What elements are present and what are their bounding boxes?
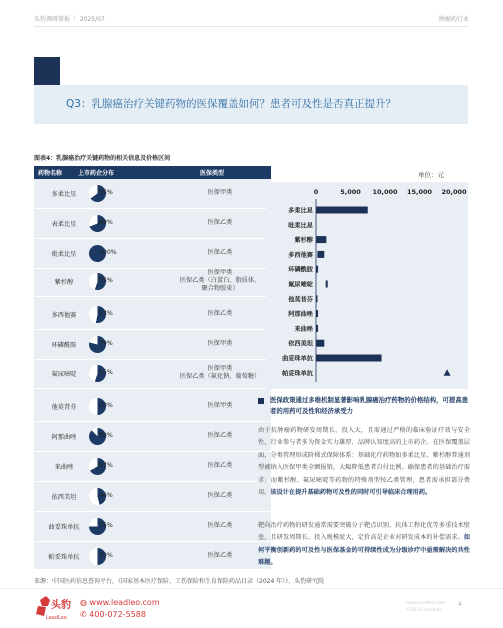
coverage-line: 医保乙类（氟化钠、葡萄糖） [179,373,261,380]
category-label: 多西他赛 [288,251,313,259]
coverage-type [170,462,270,470]
paragraph-one-text: 由于抗肿瘤药物研发周期长、投入大，且需通过严格的临床验证疗效与安全性，行业参与者多为资金实力雄厚、品牌认知度高的上市药企。在医保覆盖层面，分类管理形成阶梯式保障体系：基础化疗药物如多柔比星、紫杉醇普通剂型被纳入医保甲类全额报销，大幅降低患者自付比例。确保患者的基础治疗需求；而紫杉醇、氟尿嘧啶等药物的特殊剂型按乙类管理，患者需承担部分费用。 [258,427,470,497]
drug-name: 表柔比星 [51,221,77,228]
table-row [34,541,271,571]
paragraph-two [258,520,470,570]
drug-name: 环磷酰胺 [51,342,77,349]
price-range-bar [316,340,324,347]
drug-table [34,179,271,569]
coverage-type [170,552,270,560]
coverage-type [170,269,270,293]
category-label: 阿那曲唑 [288,311,313,319]
header-left: 头豹调研简报 ｜ 2025/07 [34,16,105,23]
footer-divider [0,588,503,589]
row-divider [34,296,271,297]
distribution-percent: 53% [99,310,113,317]
drug-name: 多西他赛 [51,312,77,319]
distribution-percent: 75% [99,522,113,529]
coverage-line: 医保乙类 [207,522,233,529]
coverage-line: 医保乙类 [207,249,233,256]
header-right: 肿瘤药行业 [438,16,469,23]
coverage-line: 医保甲类 [207,365,233,372]
footer-phone: 400-072-5588 [89,610,146,619]
price-range-bar [316,266,318,273]
footer-contact [80,597,160,621]
coverage-type [170,219,270,227]
header-divider [34,26,469,27]
price-range-bar [316,207,368,214]
drug-name: 氟尿嘧啶 [51,371,77,378]
x-tick-label: 10,000 [372,188,398,196]
drug-name: 依西美坦 [51,494,77,501]
price-range-chart [266,182,468,389]
question-title: Q3：乳腺癌治疗关键药物的医保覆盖如何？患者可及性是否真正提升？ [66,98,396,110]
footer-website[interactable]: www.leadleo.com [89,598,160,607]
footer-right-web: www.leadleo.com [406,601,446,606]
price-range-bar [316,310,318,317]
x-tick-label: 0 [313,188,319,196]
table-header-distribution: 上市药企分布 [78,170,115,177]
distribution-percent: 100% [99,249,117,256]
page-number: 4 [458,601,462,608]
coverage-line: 医保乙类 [207,432,233,439]
coverage-type [170,189,270,197]
category-label: 帕妥珠单抗 [282,370,313,378]
coverage-type [170,340,270,348]
table-row [34,208,271,238]
paragraph-two-text: 靶向治疗药物的研发通常需要突破分子靶点识别、抗体工程化优等多重技术壁垒，且研发周期长、投入规模庞大，定价高是企业对研发成本的补偿需求。 [258,522,470,542]
question-accent-block [34,57,60,85]
price-range-chart-svg [266,182,468,389]
distribution-percent: 50% [99,402,113,409]
drug-name: 多柔比星 [51,191,77,198]
distribution-percent: 50% [99,552,113,559]
drug-name: 吡柔比星 [51,251,77,258]
coverage-type [170,365,270,381]
drug-name: 曲妥珠单抗 [48,524,80,531]
globe-icon: ◍ [80,598,87,607]
table-row [34,238,271,268]
table-header-coverage: 医保类型 [200,170,225,177]
coverage-line: 医保甲类 [207,269,233,276]
distribution-percent: 46% [99,492,113,499]
logo-subtext: LeadLeo [46,615,67,621]
coverage-type [170,492,270,500]
paragraph-two-emphasis: 如何平衡创新药的可及性与医保基金的可持续性成为分级诊疗中亟需解决的共性难题。 [258,534,470,567]
price-range-bar [326,281,328,288]
coverage-line: 医保乙类 [207,462,233,469]
table-header-drug: 药物名称 [38,170,63,177]
category-label: 环磷酰胺 [288,266,313,274]
x-tick-label: 20,000 [441,188,467,196]
table-row [34,511,271,541]
drug-name: 他莫昔芬 [51,404,77,411]
price-range-bar [316,355,382,362]
figure-title: 图表4：乳腺癌治疗关键药物的相关信息及价格区间 [34,155,171,162]
coverage-line: 聚合物胶束） [201,285,239,292]
distribution-percent: 88% [99,432,113,439]
drug-name: 帕妥珠单抗 [48,554,80,561]
price-range-bar [316,236,326,243]
leadleo-logo [34,594,74,626]
coverage-type [170,402,270,410]
distribution-percent: 65% [99,189,113,196]
x-tick-label: 15,000 [406,188,433,196]
distribution-percent: 55% [99,277,113,284]
table-row [34,421,271,451]
distribution-percent: 69% [99,219,113,226]
coverage-line: 医保乙类 [207,552,233,559]
coverage-line: 医保甲类 [207,402,233,409]
table-row [34,481,271,511]
category-label: 来曲唑 [294,325,313,333]
drug-name: 阿那曲唑 [51,434,77,441]
coverage-type [170,522,270,530]
footer-right [406,600,445,614]
paragraph-one [258,425,470,499]
table-row [34,266,271,296]
category-label: 多柔比星 [288,207,313,215]
drug-name: 紫杉醇 [54,279,74,286]
table-row [34,178,271,208]
coverage-line: 医保甲类 [207,189,233,196]
coverage-line: 医保乙类 [207,310,233,317]
distribution-percent: 79% [99,340,113,347]
category-label: 紫杉醇 [294,237,313,245]
price-range-bar [317,251,324,258]
drug-name: 来曲唑 [54,464,74,471]
table-row [34,329,271,359]
key-note: 医保政策通过多维机制显著影响乳腺癌治疗药物的价格结构，可提高患者的用药可及性和经济承受力 [270,396,469,415]
coverage-line: 医保乙类 [207,219,233,226]
category-label: 吡柔比星 [288,222,313,230]
price-range-bar [316,295,318,302]
price-marker-triangle [444,369,451,376]
price-range-bar [316,325,318,332]
footer-right-copy: ©2025 LeadLeo [406,608,443,613]
chart-unit-label: 单位：元 [418,171,444,179]
coverage-type [170,310,270,318]
table-row [34,391,271,421]
table-row [34,299,271,329]
coverage-type [170,249,270,257]
category-label: 曲妥珠单抗 [282,355,313,363]
table-row [34,451,271,481]
table-row [34,358,271,388]
category-label: 氟尿嘧啶 [288,281,313,289]
coverage-line: 医保乙类（白蛋白、脂质体、 [179,277,261,284]
row-divider [34,388,271,389]
category-label: 依西美坦 [288,340,313,348]
source-note: 来源：中国医药信息查询平台，《国家基本医疗保险、工伤保险和生育保险药品目录（2024 年）》、头豹研究院 [34,578,325,585]
note-bullet-icon [258,398,264,404]
logo-text: 头豹 [51,600,71,611]
coverage-line: 医保乙类 [207,492,233,499]
distribution-percent: 55% [99,369,113,376]
distribution-percent: 67% [99,462,113,469]
coverage-line: 医保甲类 [207,340,233,347]
phone-icon: ✆ [80,610,87,619]
x-tick-label: 5,000 [340,188,361,196]
paragraph-one-emphasis: 该设计在提升基础药物可及性的同时可引导临床合理用药。 [270,489,432,497]
coverage-type [170,432,270,440]
category-label: 他莫昔芬 [288,296,313,304]
